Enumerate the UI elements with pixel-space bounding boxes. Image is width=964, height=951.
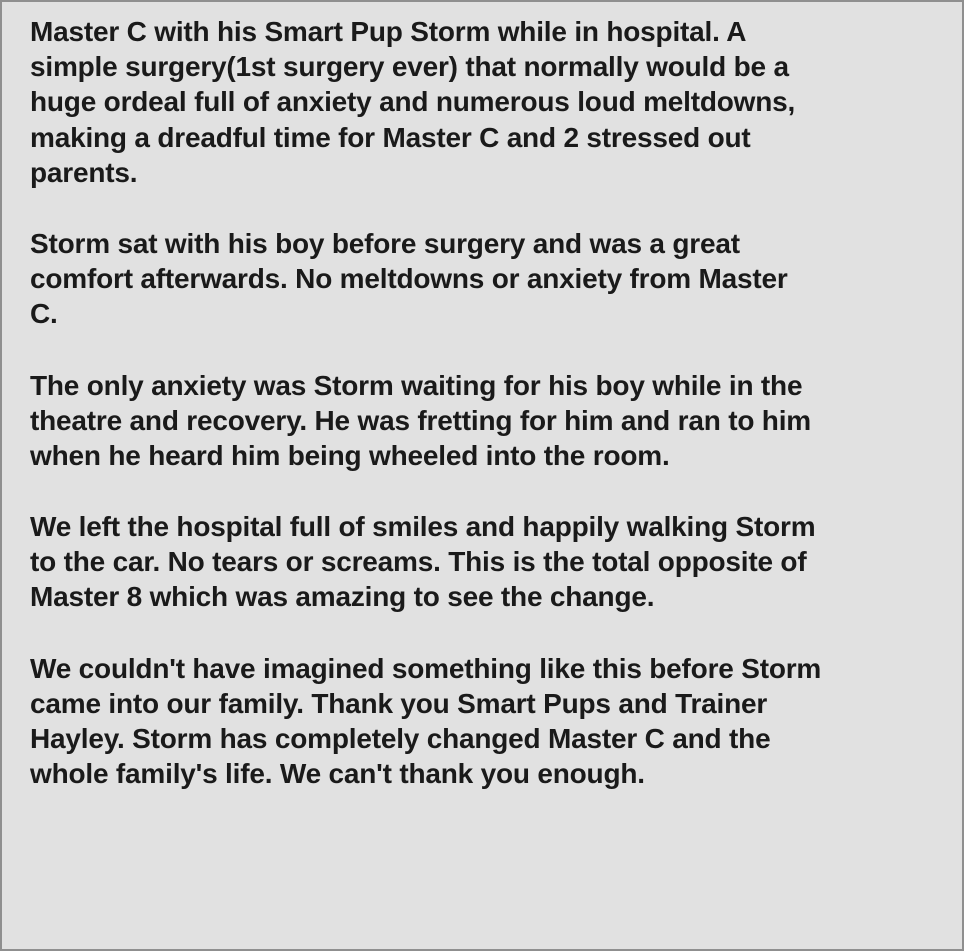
paragraph-5: [30, 651, 945, 792]
paragraph-2: [30, 226, 945, 332]
paragraph-line: making a dreadful time for Master C and 2 stressed out: [30, 121, 751, 153]
paragraph-line: Master C with his Smart Pup Storm while in hospital. A: [30, 16, 747, 47]
paragraph-3: [30, 368, 945, 474]
paragraph-line: The only anxiety was Storm waiting for his boy while in the: [30, 369, 803, 401]
paragraph-line: Storm sat with his boy before surgery and was a great: [30, 227, 740, 259]
paragraph-line: We left the hospital full of smiles and happily walking Storm: [30, 511, 816, 543]
paragraph-1: [30, 14, 945, 190]
paragraph-line: when he heard him being wheeled into the room.: [30, 439, 670, 471]
paragraph-4: [30, 509, 945, 615]
paragraph-line: We couldn't have imagined something like this before Storm: [30, 652, 822, 684]
paragraph-line: parents.: [30, 156, 138, 188]
paragraph-line: theatre and recovery. He was fretting for him and ran to him: [30, 404, 811, 436]
paragraph-line: comfort afterwards. No meltdowns or anxiety from Master: [30, 263, 788, 295]
paragraph-line: came into our family. Thank you Smart Pups and Trainer: [30, 687, 768, 719]
paragraph-line: to the car. No tears or screams. This is the total opposite of: [30, 546, 807, 578]
post-text: [30, 14, 945, 827]
paragraph-line: whole family's life. We can't thank you enough.: [30, 758, 645, 790]
paragraph-line: simple surgery(1st surgery ever) that normally would be a: [30, 51, 789, 83]
paragraph-line: C.: [30, 298, 58, 330]
paragraph-line: huge ordeal full of anxiety and numerous loud meltdowns,: [30, 86, 796, 118]
paragraph-line: Master 8 which was amazing to see the change.: [30, 581, 655, 613]
paragraph-line: Hayley. Storm has completely changed Master C and the: [30, 723, 771, 754]
